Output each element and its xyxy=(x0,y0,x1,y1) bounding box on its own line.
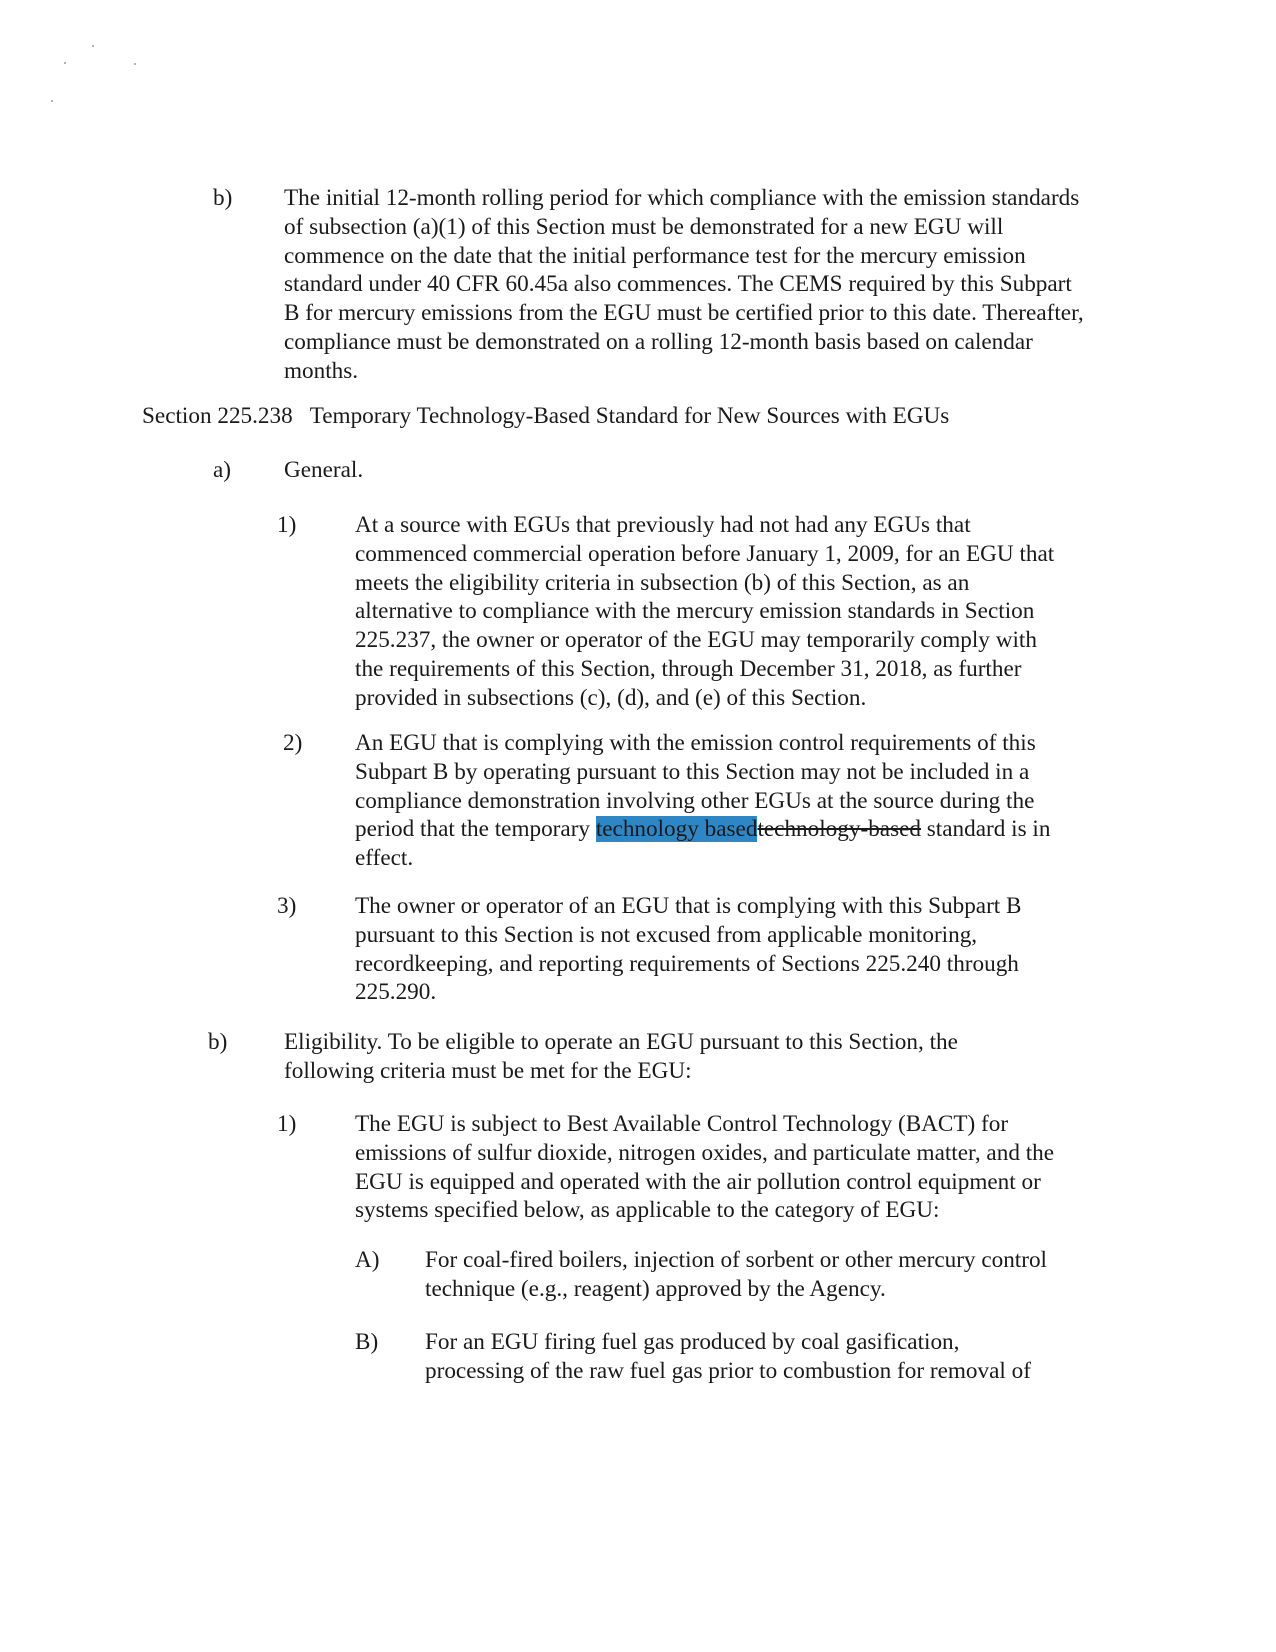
inserted-text-highlight[interactable]: technology based xyxy=(595,816,758,843)
section-title: Temporary Technology-Based Standard for New Sources with EGUs xyxy=(309,403,950,429)
item-bB xyxy=(425,1328,1060,1386)
paragraph-text: The initial 12-month rolling period for which compliance with the emission standards of subsection (a)(1) of this Section must be demonstrated for a new EGU will commence on the date that the initial performance test for the mercury emission standard under 40 CFR 60.45a also commences. The CEMS required by this Subpart B for mercury emissions from the EGU must be certified prior to this date. Thereafter, compliance must be demonstrated on a rolling 12-month basis based on calendar months. xyxy=(284,185,1084,384)
paragraph-text: Eligibility. To be eligible to operate an EGU pursuant to this Section, the following criteria must be met for the EGU: xyxy=(284,1029,958,1084)
item-a1 xyxy=(355,511,1070,713)
item-label: A) xyxy=(355,1247,380,1273)
item-bA xyxy=(425,1246,1080,1304)
paragraph-text: standard is in effect. xyxy=(355,816,1051,872)
scan-speck xyxy=(134,63,136,65)
item-a3 xyxy=(355,892,1070,1007)
subsection-label: b) xyxy=(208,1029,228,1055)
section-number: Section 225.238 xyxy=(142,403,293,429)
paragraph-text: An EGU that is complying with the emission control requirements of this Subpart B by operating pursuant to this Section may not be included in a compliance demonstration involving other EGUs at the source during the period that the temporary xyxy=(355,730,1036,843)
item-label: 1) xyxy=(277,1111,297,1137)
subsection-a-heading xyxy=(284,456,1084,485)
item-label: 1) xyxy=(277,512,297,538)
deleted-text-strikethrough: technology-based xyxy=(757,816,921,843)
scan-speck xyxy=(64,62,66,64)
paragraph-text: At a source with EGUs that previously had not had any EGUs that commenced commercial operation before January 1, 2009, for an EGU that meets the eligibility criteria in subsection (b) of this Section, as an alternative to compliance with the mercury emission standards in Section 225.237, the owner or operator of the EGU may temporarily comply with the requirements of this Section, through December 31, 2018, as further provided in subsections (c), (d), and (e) of this Section. xyxy=(355,512,1055,711)
scan-speck xyxy=(51,100,53,102)
item-label: 2) xyxy=(283,730,303,756)
subsection-b-eligibility xyxy=(284,1028,1019,1086)
scan-speck xyxy=(92,45,94,47)
section-heading xyxy=(142,402,949,431)
item-label: 3) xyxy=(277,893,297,919)
paragraph-text: For coal-fired boilers, injection of sorbent or other mercury control technique (e.g., reagent) approved by the Agency. xyxy=(425,1247,1047,1302)
item-a2 xyxy=(355,729,1075,873)
paragraph-text: The owner or operator of an EGU that is complying with this Subpart B pursuant to this Section is not excused from applicable monitoring, recordkeeping, and reporting requirements of Sections 225.240 through 225.290. xyxy=(355,893,1022,1006)
paragraph-text: General. xyxy=(284,457,364,483)
paragraph-text: For an EGU firing fuel gas produced by coal gasification, processing of the raw fuel gas prior to combustion for removal of xyxy=(425,1329,1031,1384)
subsection-label: a) xyxy=(213,457,232,483)
paragraph-text: The EGU is subject to Best Available Control Technology (BACT) for emissions of sulfur dioxide, nitrogen oxides, and particulate matter, and the EGU is equipped and operated with the air pollution control equipment or systems specified below, as applicable to the category of EGU: xyxy=(355,1111,1055,1224)
item-label: B) xyxy=(355,1329,379,1355)
subsection-label: b) xyxy=(213,185,233,211)
subsection-b-continued xyxy=(284,184,1084,386)
item-b1 xyxy=(355,1110,1085,1225)
